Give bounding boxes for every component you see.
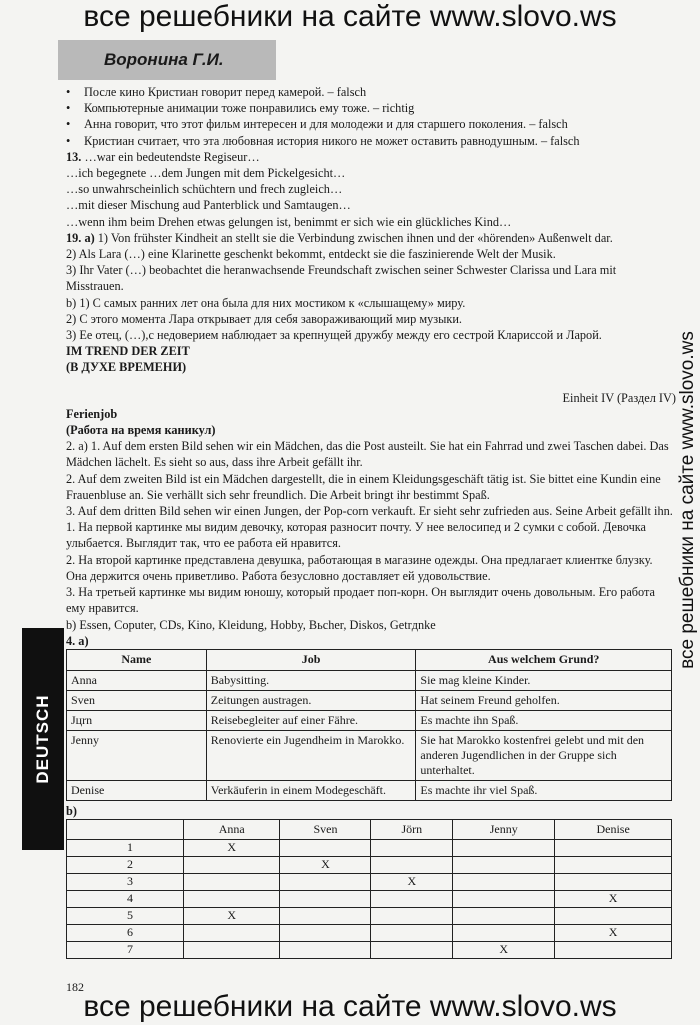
site-banner-bottom: все решебники на сайте www.slovo.ws [83, 990, 617, 1023]
grid-cell [453, 925, 555, 942]
grid-cell: X [555, 925, 672, 942]
ex13-line: 13. …war ein bedeutendste Regiseur… [66, 149, 260, 164]
grid-header-row: Anna Sven Jörn Jenny Denise [67, 820, 672, 840]
ex4a-label: 4. a) [66, 633, 89, 648]
grid-cell [280, 908, 371, 925]
ex19-b3: 3) Ее отец, (…),с недоверием наблюдает за крепнущей дружбу между его сестрой Клариссой и Ларой. [66, 328, 602, 343]
ferienjob-r3: 3. На третьей картинке мы видим юношу, который продает поп-корн. Он выглядит очень довольным. Его работа ему нравится. [66, 585, 656, 616]
grid-cell [280, 840, 371, 857]
ex19-number: 19. [66, 230, 82, 245]
grid-cell [280, 891, 371, 908]
grid-cell [184, 942, 280, 959]
bullet-item: • Компьютерные анимации тоже понравились ему тоже. – richtig [66, 100, 676, 116]
site-banner-top: все решебники на сайте www.slovo.ws [83, 0, 617, 33]
ex19-a2: 2) Als Lara (…) eine Klarinette geschenkt bekommt, entdeckt sie die faszinierende Welt der Musik. [66, 247, 556, 262]
ex13-line: …so unwahrscheinlich schüchtern und frech zugleich… [66, 182, 343, 197]
grid-cell [280, 925, 371, 942]
grid-cell [371, 942, 453, 959]
ex19-b1: b) 1) С самых ранних лет она была для них мостиком к «слышащему» миру. [66, 295, 466, 310]
grid-cell [184, 857, 280, 874]
grid-row [67, 908, 672, 925]
page-number: 182 [66, 980, 84, 994]
ferienjob-b: b) Essen, Coputer, CDs, Kino, Kleidung, Hobby, Bьcher, Diskos, Getrдnke [66, 617, 436, 632]
ferienjob-r2: 2. На второй картинке представлена девушка, работающая в магазине одежды. Она предлагает клиентке блузку. Она держится очень приветливо. Работа безусловно доставляет ей удовольствие. [66, 552, 653, 583]
grid-row [67, 891, 672, 908]
grid-row-number: 6 [67, 925, 184, 942]
grid-cell [555, 908, 672, 925]
ex13-number: 13. [66, 149, 82, 164]
grid-cell [555, 857, 672, 874]
grid-cell: X [555, 891, 672, 908]
ex13-line: …wenn ihm beim Drehen etwas gelungen ist, benimmt er sich wie ein glückliches Kind… [66, 214, 512, 229]
ferienjob-r1: 1. На первой картинке мы видим девочку, которая разносит почту. У нее велосипед и 2 сумки с собой. Девочка улыбается. Выглядит так, что ее работа ей нравится. [66, 520, 646, 551]
grid-b-label: b) [66, 803, 77, 818]
ferienjob-title: Ferienjob [66, 406, 118, 421]
grid-cell [184, 925, 280, 942]
table-header-row [67, 649, 672, 670]
grid-cell [371, 840, 453, 857]
grid-cell [555, 942, 672, 959]
grid-cell [280, 942, 371, 959]
grid-cell: X [371, 874, 453, 891]
grid-cell [371, 925, 453, 942]
grid-row-number: 4 [67, 891, 184, 908]
grid-cell [184, 891, 280, 908]
table-row: Jцrn Reisebegleiter auf einer Fähre. Es machte ihn Spaß. [67, 710, 672, 730]
grid-row-number: 7 [67, 942, 184, 959]
bullet-item: • Кристиан считает, что эта любовная история никого не может оставить равнодушным. – falsch [66, 133, 676, 149]
grid-cell: X [184, 908, 280, 925]
grid-row [67, 942, 672, 959]
ex19-a1: 19. a) 1) Von frühster Kindheit an stellt sie die Verbindung zwischen ihnen und der «hörenden» Außenwelt dar. [66, 230, 613, 245]
table-row: Denise Verkäuferin in einem Modegeschäft. Es machte ihr viel Spaß. [67, 780, 672, 800]
ex19-b2: 2) С этого момента Лара открывает для себя завораживающий мир музыки. [66, 311, 462, 326]
bullet-item: • Анна говорит, что этот фильм интересен и для молодежи и для старшего поколения. – falsch [66, 116, 676, 132]
grid-cell [453, 908, 555, 925]
section-subtitle: (В ДУХЕ ВРЕМЕНИ) [66, 360, 187, 375]
grid-row-number: 1 [67, 840, 184, 857]
bullet-item: • После кино Кристиан говорит перед камерой. – falsch [66, 84, 676, 100]
side-banner [676, 240, 700, 760]
page-content [66, 84, 676, 959]
jobs-table [66, 649, 672, 801]
ex13-line: …ich begegnete …dem Jungen mit dem Pickelgesicht… [66, 166, 346, 181]
grid-cell [453, 840, 555, 857]
ex19-a3: 3) Ihr Vater (…) beobachtet die heranwachsende Freundschaft zwischen seiner Schwester Clarissa und Lara mit Misstrauen. [66, 263, 617, 294]
grid-row [67, 840, 672, 857]
ferienjob-p2: 2. Auf dem zweiten Bild ist ein Mädchen dargestellt, die in einem Kleidungsgeschäft tätig ist. Sie bittet eine Kundin eine Frauenbluse an. Sie verhällt sich sehr freundlich. Die Arbeit bringt ihr bestimmt Spaß. [66, 471, 661, 502]
grid-row [67, 857, 672, 874]
side-banner-text: все решебники на сайте www.slovo.ws [677, 331, 698, 669]
header-job: Job [206, 649, 416, 670]
grid-body [67, 840, 672, 959]
table-row: Jenny Renovierte ein Jugendheim in Marokko. Sie hat Marokko kostenfrei gelebt und mit den anderen Jugendlichen in der Gruppe sich unterhaltet. [67, 730, 672, 780]
grid-cell [371, 857, 453, 874]
grid-cell [555, 840, 672, 857]
ferienjob-subtitle: (Работа на время каникул) [66, 423, 216, 438]
deutsch-tab [22, 628, 64, 850]
header-reason: Aus welchem Grund? [416, 649, 672, 670]
deutsch-tab-label: DEUTSCH [33, 694, 52, 784]
grid-cell: X [453, 942, 555, 959]
unit-label: Einheit IV (Раздел IV) [562, 390, 676, 405]
grid-cell [184, 874, 280, 891]
ex13-line: …mit dieser Mischung aud Panterblick und Samtaugen… [66, 198, 351, 213]
ferienjob-p3: 3. Auf dem dritten Bild sehen wir einen Jungen, der Pop-corn verkauft. Er sieht sehr zufrieden aus. Seine Arbeit gefällt ihn. [66, 504, 673, 519]
grid-row-number: 5 [67, 908, 184, 925]
ferienjob-p1: 2. a) 1. Auf dem ersten Bild sehen wir ein Mädchen, das die Post austeilt. Sie hat ein Fahrrad und zwei Taschen dabei. Das Mädchen lächelt. Es sieht so aus, dass ihre Arbeit gefällt ihr. [66, 439, 669, 470]
grid-cell: X [184, 840, 280, 857]
author-header: Воронина Г.И. [58, 40, 276, 80]
grid-cell [371, 908, 453, 925]
answer-grid [66, 819, 672, 959]
grid-row [67, 874, 672, 891]
grid-cell [453, 891, 555, 908]
grid-cell [280, 874, 371, 891]
grid-row-number: 3 [67, 874, 184, 891]
header-name: Name [67, 649, 207, 670]
grid-cell [555, 874, 672, 891]
grid-cell [453, 857, 555, 874]
grid-cell [371, 891, 453, 908]
grid-row [67, 925, 672, 942]
grid-row-number: 2 [67, 857, 184, 874]
section-title: IM TREND DER ZEIT [66, 344, 190, 359]
grid-cell: X [280, 857, 371, 874]
table-row: Sven Zeitungen austragen. Hat seinem Freund geholfen. [67, 690, 672, 710]
grid-cell [453, 874, 555, 891]
table-row: Anna Babysitting. Sie mag kleine Kinder. [67, 670, 672, 690]
